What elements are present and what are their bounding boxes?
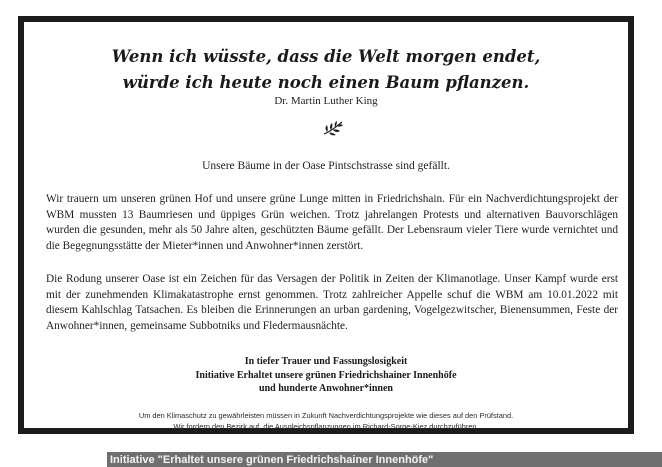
paragraph-politics: Die Rodung unserer Oase ist ein Zeichen für das Versagen der Politik in Zeiten der Klimanotlage. Unser Kampf wurde erst mit der zunehmenden Klimakatastrophe ernst genommen. Trotz zahlreicher Appelle schuf die WBM am 10.01.2022 mit diesem Kahlschlag Tatsachen. Es bleiben die Erinnerungen an urban gardening, Vogelgezwitscher, Bienensummen, Feste der Anwohner*innen, gemeinsame Subbotniks und Fledermausnächte. [46, 273, 618, 332]
subtitle: Unsere Bäume in der Oase Pintschstrasse sind gefällt. [202, 160, 450, 172]
quote [24, 44, 628, 96]
footer-line-2: Wir fordern den Bezirk auf, die Ausgleichspflanzungen im Richard-Sorge-Kiez durchzuführen. [173, 422, 479, 431]
caption-bar [107, 452, 662, 467]
paragraph-mourning: Wir trauern um unseren grünen Hof und unsere grüne Lunge mitten in Friedrichshain. Für ein Nachverdichtungsprojekt der WBM mussten 13 Baumriesen und üppiges Grün weichen. Trotz jahrelangen Protests und alternativen Bauvorschlägen wurden die gesunden, mehr als 50 Jahre alten, geschützten Bäume gefällt. Der Lebensraum vieler Tiere wurde vernichtet und die Begegnungsstätte der Mieter*innen und Anwohner*innen zerstört. [46, 193, 618, 252]
quote-line-2: würde ich heute noch einen Baum pflanzen. [122, 73, 530, 92]
signoff-line-3: und hunderte Anwohner*innen [259, 383, 393, 394]
signoff [24, 355, 628, 396]
olive-branch-icon [321, 119, 345, 139]
caption-text: Initiative "Erhaltet unsere grünen Friedrichshainer Innenhöfe" [110, 454, 434, 466]
quote-line-1: Wenn ich wüsste, dass die Welt morgen endet, [111, 47, 541, 66]
quote-author: Dr. Martin Luther King [274, 95, 378, 107]
signoff-line-1: In tiefer Trauer und Fassungslosigkeit [244, 356, 408, 367]
obituary-notice [18, 16, 634, 434]
signoff-line-2: Initiative Erhaltet unsere grünen Friedrichshainer Innenhöfe [195, 369, 457, 381]
footer-note [24, 410, 628, 432]
footer-line-1: Um den Klimaschutz zu gewährleisten müssen in Zukunft Nachverdichtungsprojekte wie dieses auf den Prüfstand. [138, 411, 514, 420]
